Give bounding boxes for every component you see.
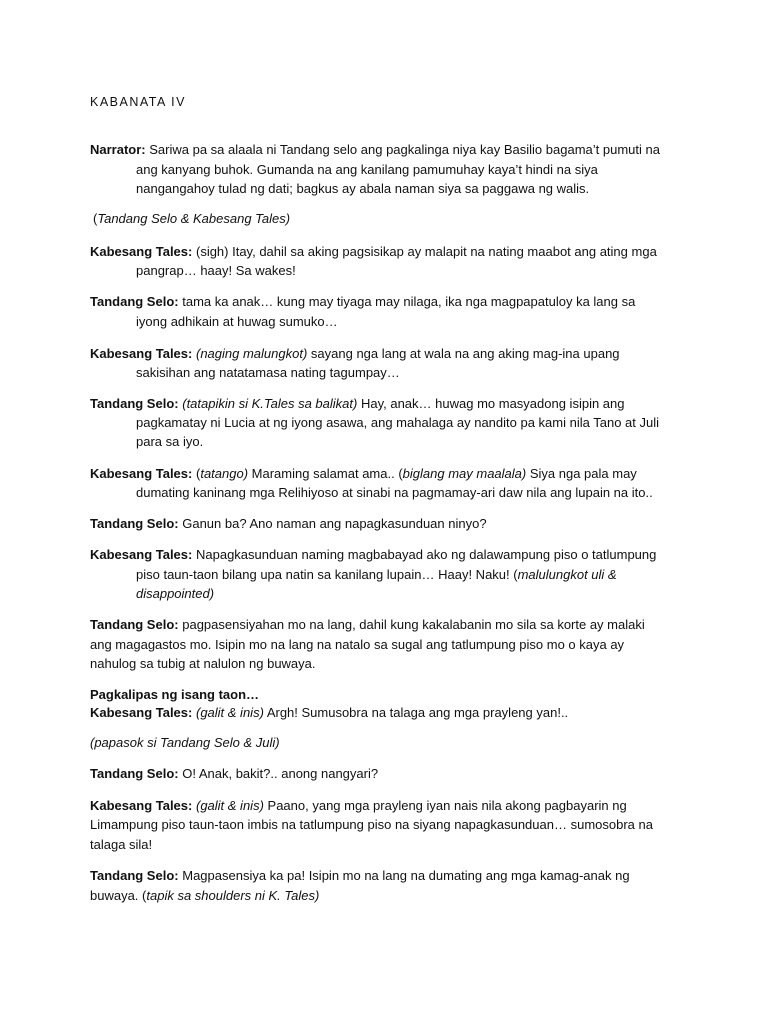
- dialogue-text: sayang nga lang at wala na ang aking mag-ina upang: [310, 346, 620, 361]
- dialogue-text: Napagkasunduan naming magbabayad ako ng dalawampung piso o tatlumpung: [195, 547, 657, 562]
- narrator-line-2: ang kanyang buhok. Gumanda na ang kanilang pamumuhay kaya’t hindi na siya: [136, 162, 598, 177]
- dialogue-continuation: talaga sila!: [90, 837, 153, 852]
- narrator-line-3: nangangahoy tulad ng dati; bagkus ay abala naman siya sa paggawa ng walis.: [136, 181, 590, 196]
- dialogue-text: Argh! Sumusobra na talaga ang mga prayleng yan!..: [266, 705, 569, 720]
- dialogue-text: (sigh) Itay, dahil sa aking pagsisikap ay malapit na nating maabot ang ating mga: [195, 244, 657, 259]
- direction-open-paren: (: [93, 211, 98, 226]
- dialogue-text: buwaya. (: [90, 888, 147, 903]
- dialogue-continuation: pangrap… haay! Sa wakes!: [136, 263, 296, 278]
- stage-direction-inline: (galit & inis): [195, 798, 264, 813]
- dialogue-tales-1: [90, 244, 657, 260]
- dialogue-text: piso taun-taon bilang upa natin sa kanilang lupain… Haay! Naku! (: [136, 567, 518, 582]
- dialogue-text: Paano, yang mga prayleng iyan nais nila akong pagbayarin ng: [267, 798, 627, 813]
- dialogue-text: Maraming salamat ama.. (: [251, 466, 403, 481]
- scene-heading: Pagkalipas ng isang taon…: [90, 687, 260, 702]
- dialogue-selo-4: [90, 617, 645, 633]
- speaker-kabesang-tales: Kabesang Tales:: [90, 346, 193, 361]
- stage-direction-inline: tatango): [200, 466, 249, 481]
- dialogue-continuation: nahulog sa tubig at nalulon ng buwaya.: [90, 656, 316, 671]
- stage-direction-2: (papasok si Tandang Selo & Juli): [90, 735, 280, 750]
- dialogue-tales-6: [90, 798, 627, 814]
- dialogue-continuation: [90, 888, 319, 904]
- dialogue-tales-5: [90, 705, 568, 721]
- dialogue-continuation: Limampung piso taun-taon imbis na tatlumpung piso na siyang napagkasunduan… sumosobra na: [90, 817, 653, 832]
- speaker-kabesang-tales: Kabesang Tales:: [90, 705, 193, 720]
- speaker-narrator: Narrator:: [90, 142, 146, 157]
- speaker-kabesang-tales: Kabesang Tales:: [90, 466, 193, 481]
- speaker-tandang-selo: Tandang Selo:: [90, 617, 179, 632]
- dialogue-tales-3: [90, 466, 637, 482]
- dialogue-text: tama ka anak… kung may tiyaga may nilaga, ika nga magpapatuloy ka lang sa: [182, 294, 636, 309]
- dialogue-text: Siya nga pala may: [529, 466, 637, 481]
- dialogue-text: pagpasensiyahan mo na lang, dahil kung kakalabanin mo sila sa korte ay malaki: [182, 617, 645, 632]
- dialogue-selo-2: [90, 396, 625, 412]
- stage-direction-inline: malulungkot uli &: [517, 567, 617, 582]
- dialogue-text: Ganun ba? Ano naman ang napagkasunduan ninyo?: [182, 516, 487, 531]
- speaker-tandang-selo: Tandang Selo:: [90, 516, 179, 531]
- dialogue-continuation: pagkamatay ni Lucia at ng iyong asawa, ang mahalaga ay nandito pa kami nila Tano at Juli: [136, 415, 659, 430]
- speaker-kabesang-tales: Kabesang Tales:: [90, 798, 193, 813]
- dialogue-tales-4: [90, 547, 656, 563]
- dialogue-selo-3: [90, 516, 487, 532]
- direction-text: Tandang Selo & Kabesang Tales): [97, 211, 291, 226]
- speaker-kabesang-tales: Kabesang Tales:: [90, 547, 193, 562]
- dialogue-text: O! Anak, bakit?.. anong nangyari?: [182, 766, 379, 781]
- stage-direction-inline: (tatapikin si K.Tales sa balikat): [182, 396, 358, 411]
- narrator-line-1: [90, 142, 660, 158]
- dialogue-continuation: dumating kaninang mga Relihiyoso at sinabi na pagmamay-ari daw nila ang lupain na ito..: [136, 485, 653, 500]
- stage-direction-continuation: disappointed): [136, 586, 215, 601]
- speaker-kabesang-tales: Kabesang Tales:: [90, 244, 193, 259]
- dialogue-continuation: [136, 567, 617, 583]
- dialogue-continuation: ang magagastos mo. Isipin mo na lang na natalo sa sugal ang tatlumpung piso mo o kaya ay: [90, 637, 625, 652]
- dialogue-selo-6: [90, 868, 630, 884]
- stage-direction-inline: (naging malungkot): [195, 346, 308, 361]
- dialogue-selo-1: [90, 294, 635, 310]
- dialogue-continuation: iyong adhikain at huwag sumuko…: [136, 314, 338, 329]
- stage-direction-inline: tapik sa shoulders ni K. Tales): [146, 888, 320, 903]
- speaker-tandang-selo: Tandang Selo:: [90, 294, 179, 309]
- dialogue-text: Magpasensiya ka pa! Isipin mo na lang na dumating ang mga kamag-anak ng: [182, 868, 630, 883]
- chapter-title: KABANATA IV: [90, 95, 186, 109]
- dialogue-selo-5: [90, 766, 378, 782]
- dialogue-tales-2: [90, 346, 620, 362]
- dialogue-text: Hay, anak… huwag mo masyadong isipin ang: [360, 396, 625, 411]
- narrator-text-1: Sariwa pa sa alaala ni Tandang selo ang pagkalinga niya kay Basilio bagama’t pumuti na: [149, 142, 660, 157]
- stage-direction-1: [93, 211, 290, 227]
- stage-direction-inline: biglang may maalala): [402, 466, 527, 481]
- speaker-tandang-selo: Tandang Selo:: [90, 396, 179, 411]
- dialogue-continuation: para sa iyo.: [136, 434, 204, 449]
- speaker-tandang-selo: Tandang Selo:: [90, 868, 179, 883]
- paren-open: (: [195, 466, 201, 481]
- stage-direction-inline: (galit & inis): [195, 705, 264, 720]
- dialogue-continuation: sakisihan ang natatamasa nating tagumpay…: [136, 365, 400, 380]
- speaker-tandang-selo: Tandang Selo:: [90, 766, 179, 781]
